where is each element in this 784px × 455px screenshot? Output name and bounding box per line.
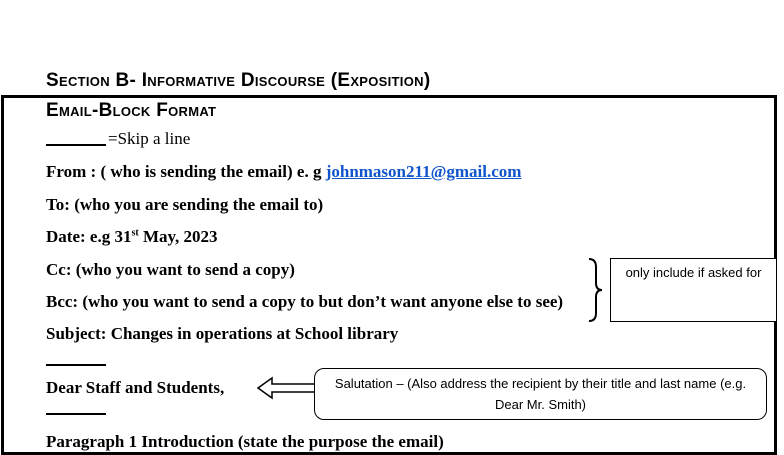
cc-bcc-callout: only include if asked for <box>610 258 777 322</box>
skip-line-marker <box>46 144 106 146</box>
date-prefix: Date: e.g 31 <box>46 227 132 246</box>
from-line <box>46 162 521 182</box>
paragraph-1-line: Paragraph 1 Introduction (state the purpose the email) <box>46 432 444 451</box>
arrow-left-icon <box>256 375 318 401</box>
skip-line-note: =Skip a line <box>108 129 191 148</box>
skip-line-marker-3 <box>46 413 106 415</box>
format-title: Email-Block Format <box>46 100 217 121</box>
date-suffix: May, 2023 <box>138 227 218 246</box>
skip-line-marker-2 <box>46 364 106 366</box>
subject-line: Subject: Changes in operations at School library <box>46 324 399 343</box>
bcc-line: Bcc: (who you want to send a copy to but don’t want anyone else to see) <box>46 292 564 311</box>
from-label: From : ( who is sending the email) e. g <box>46 162 326 181</box>
date-sup: st <box>131 227 139 239</box>
date-line <box>46 227 218 247</box>
salutation-line: Dear Staff and Students, <box>46 378 225 397</box>
from-email-link[interactable]: johnmason211@gmail.com <box>325 162 522 181</box>
salutation-callout: Salutation – (Also address the recipient by their title and last name (e.g. Dear Mr. Smith) <box>314 368 767 420</box>
brace-icon <box>586 257 606 323</box>
section-title: Section B- Informative Discourse (Exposition) <box>46 70 431 91</box>
to-line: To: (who you are sending the email to) <box>46 195 324 214</box>
cc-line: Cc: (who you want to send a copy) <box>46 260 295 279</box>
